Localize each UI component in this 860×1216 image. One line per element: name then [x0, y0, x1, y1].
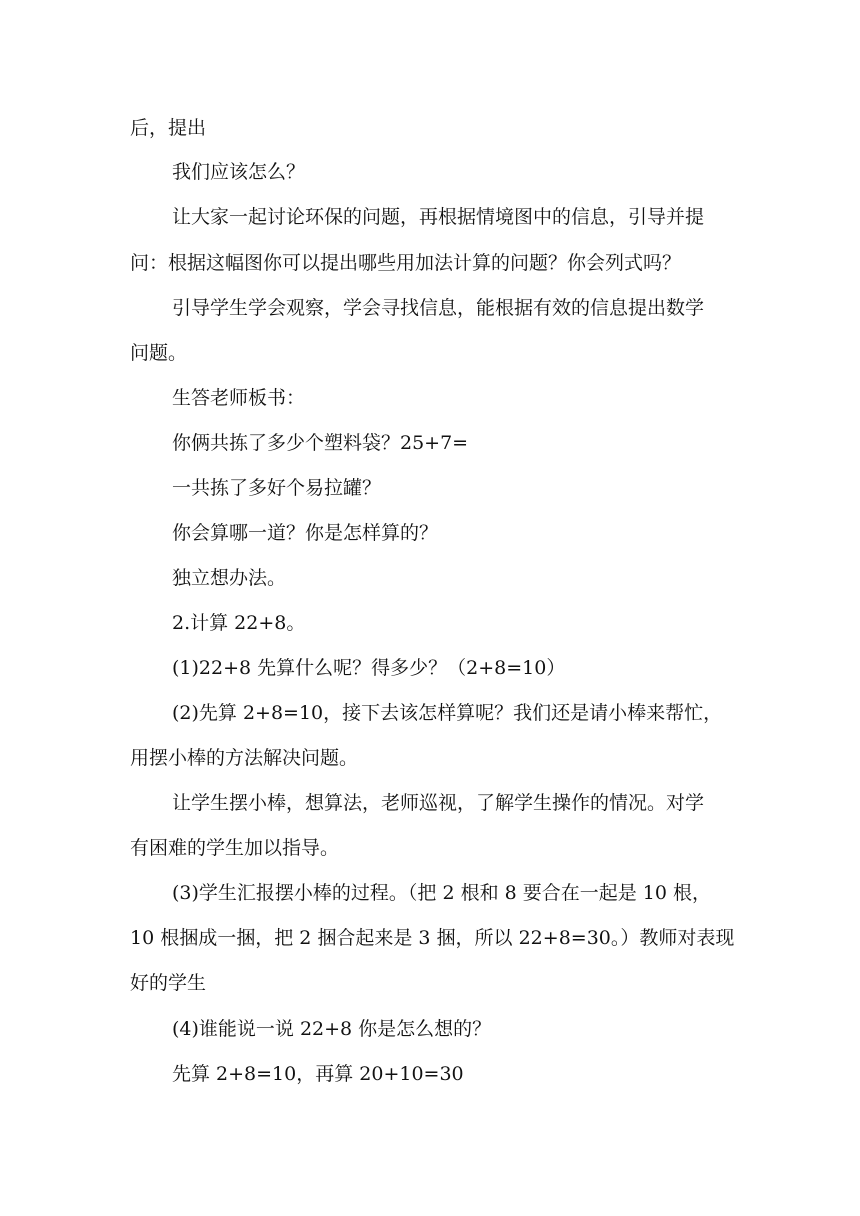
text-line-19: 10 根捆成一捆，把 2 捆合起来是 3 捆，所以 22+8=30。）教师对表现: [130, 927, 735, 949]
text-line-1: 后，提出: [130, 117, 207, 139]
text-line-20: 好的学生: [130, 972, 207, 994]
text-line-11: 独立想办法。: [172, 567, 287, 589]
text-line-5: 引导学生学会观察，学会寻找信息，能根据有效的信息提出数学: [172, 297, 705, 319]
text-line-15: 用摆小棒的方法解决问题。: [130, 747, 359, 769]
text-line-8: 你俩共拣了多少个塑料袋？25+7=: [172, 432, 469, 454]
text-line-3: 让大家一起讨论环保的问题，再根据情境图中的信息，引导并提: [172, 206, 705, 228]
text-line-13: (1)22+8 先算什么呢？得多少？（2+8=10）: [172, 657, 566, 679]
text-line-7: 生答老师板书：: [172, 387, 306, 409]
text-line-22: 先算 2+8=10，再算 20+10=30: [172, 1063, 464, 1085]
text-line-14: (2)先算 2+8=10，接下去该怎样算呢？我们还是请小棒来帮忙，: [172, 702, 723, 724]
text-line-9: 一共拣了多好个易拉罐？: [172, 477, 382, 499]
text-line-2: 我们应该怎么？: [172, 161, 306, 183]
text-line-16: 让学生摆小棒，想算法，老师巡视，了解学生操作的情况。对学: [172, 792, 705, 814]
text-line-18: (3)学生汇报摆小棒的过程。（把 2 根和 8 要合在一起是 10 根，: [172, 882, 712, 904]
text-line-4: 问：根据这幅图你可以提出哪些用加法计算的问题？你会列式吗？: [130, 252, 682, 274]
text-line-21: (4)谁能说一说 22+8 你是怎么想的？: [172, 1018, 492, 1040]
text-line-12: 2.计算 22+8。: [172, 612, 306, 634]
text-line-6: 问题。: [130, 342, 188, 364]
text-line-10: 你会算哪一道？你是怎样算的？: [172, 522, 439, 544]
text-line-17: 有困难的学生加以指导。: [130, 837, 340, 859]
